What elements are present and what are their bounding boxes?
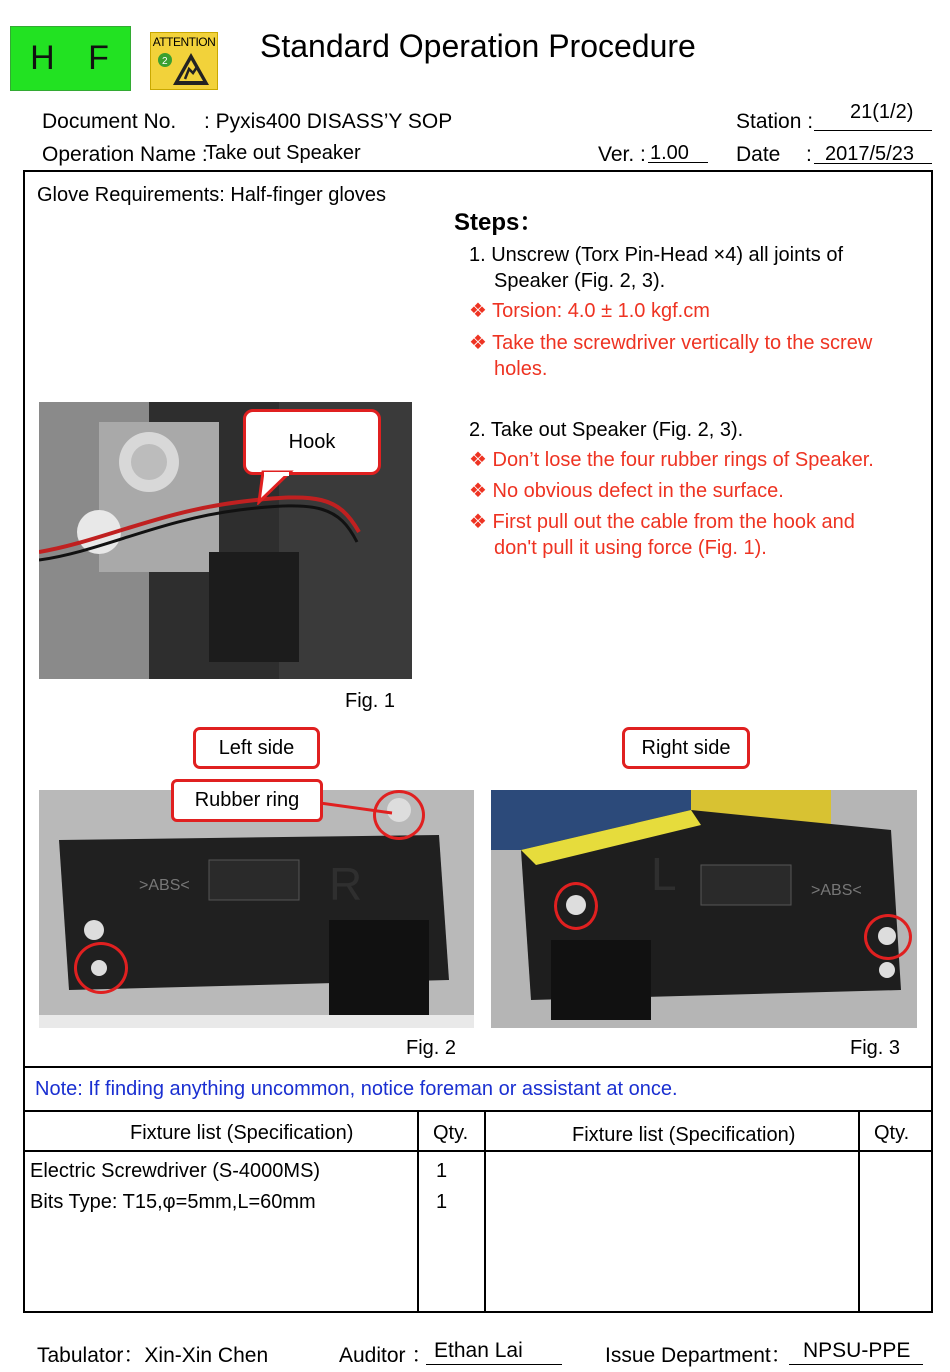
screw-circle-fig3-right bbox=[864, 914, 912, 960]
attention-label: ATTENTION bbox=[152, 35, 216, 49]
fixture-row-2-qty: 1 bbox=[436, 1191, 448, 1213]
station-label: Station : bbox=[736, 110, 814, 133]
fixture-col-divider-3 bbox=[858, 1110, 860, 1313]
fixture-row-1-spec: Electric Screwdriver (S-4000MS) bbox=[30, 1160, 321, 1182]
screw-circle-fig2-bottom bbox=[74, 942, 128, 994]
step-2-note-1: ❖ Don’t lose the four rubber rings of Speaker. bbox=[469, 449, 874, 471]
fig2-caption: Fig. 2 bbox=[406, 1037, 457, 1059]
date-sep: : bbox=[806, 143, 812, 166]
step-1-line2: Speaker (Fig. 2, 3). bbox=[494, 270, 666, 292]
steps-title: Steps： bbox=[454, 209, 544, 236]
issue-department-underline bbox=[789, 1364, 923, 1365]
ver-value: 1.00 bbox=[650, 142, 689, 164]
issue-department-value: NPSU-PPE bbox=[803, 1339, 911, 1362]
fixture-col3-header: Fixture list (Specification) bbox=[572, 1124, 796, 1146]
screw-circle-fig3-left bbox=[554, 882, 598, 930]
svg-text:>ABS<: >ABS< bbox=[139, 877, 190, 894]
fixture-col2-header: Qty. bbox=[433, 1122, 469, 1144]
step-2-note-3: ❖ First pull out the cable from the hook and bbox=[469, 511, 855, 533]
note-text: Note: If finding anything uncommon, notice foreman or assistant at once. bbox=[35, 1078, 678, 1100]
svg-text:R: R bbox=[329, 858, 363, 910]
fixture-col1-header: Fixture list (Specification) bbox=[130, 1122, 354, 1144]
fixture-header-divider bbox=[23, 1150, 933, 1152]
glove-requirements: Glove Requirements: Half-finger gloves bbox=[37, 184, 387, 206]
left-side-label: Left side bbox=[193, 727, 320, 769]
fig3-caption: Fig. 3 bbox=[850, 1037, 901, 1059]
operation-name-label: Operation Name : bbox=[42, 143, 208, 166]
auditor-underline bbox=[426, 1364, 562, 1365]
right-side-label: Right side bbox=[622, 727, 750, 769]
operation-name-value: Take out Speaker bbox=[205, 142, 361, 164]
fixture-col-divider-2 bbox=[484, 1110, 486, 1313]
tabulator: Tabulator：Xin-Xin Chen bbox=[37, 1344, 269, 1367]
hf-badge: H F bbox=[10, 26, 131, 91]
fixture-col-divider-1 bbox=[417, 1110, 419, 1313]
step-1 bbox=[469, 242, 919, 382]
auditor-value: Ethan Lai bbox=[434, 1339, 523, 1362]
screw-circle-fig2-top bbox=[373, 790, 425, 840]
svg-text:L: L bbox=[651, 848, 677, 900]
hook-callout-pointer bbox=[255, 470, 305, 505]
fixture-col4-header: Qty. bbox=[874, 1122, 910, 1144]
step-1-note-2b: holes. bbox=[494, 358, 548, 380]
fixture-row-2-spec: Bits Type: T15,φ=5mm,L=60mm bbox=[30, 1191, 316, 1213]
step-2-note-2: ❖ No obvious defect in the surface. bbox=[469, 480, 784, 502]
ver-label: Ver. : bbox=[598, 143, 646, 166]
step-2-note-3b: don't pull it using force (Fig. 1). bbox=[494, 537, 767, 559]
issue-department-label: Issue Department： bbox=[605, 1344, 792, 1367]
step-1-line1: 1. Unscrew (Torx Pin-Head ×4) all joints of bbox=[469, 244, 844, 266]
esd-attention-icon bbox=[150, 32, 218, 90]
step-2-line1: 2. Take out Speaker (Fig. 2, 3). bbox=[469, 419, 744, 441]
esd-hand-icon bbox=[151, 33, 219, 91]
page-title: Standard Operation Procedure bbox=[260, 28, 696, 64]
document-no-label: Document No. bbox=[42, 110, 177, 133]
auditor-label: Auditor ： bbox=[339, 1344, 433, 1367]
svg-text:>ABS<: >ABS< bbox=[811, 882, 862, 899]
rubber-ring-callout: Rubber ring bbox=[171, 779, 323, 822]
hook-callout: Hook bbox=[243, 409, 381, 475]
fixture-row-1-qty: 1 bbox=[436, 1160, 448, 1182]
step-1-note-1: ❖ Torsion: 4.0 ± 1.0 kgf.cm bbox=[469, 300, 710, 322]
svg-text:2: 2 bbox=[162, 56, 168, 67]
date-value: 2017/5/23 bbox=[825, 143, 914, 165]
document-no-value: : Pyxis400 DISASS’Y SOP bbox=[204, 110, 453, 133]
station-underline bbox=[814, 130, 932, 131]
date-label: Date bbox=[736, 143, 781, 166]
divider-note-top bbox=[23, 1066, 933, 1068]
step-1-note-2: ❖ Take the screwdriver vertically to the screw bbox=[469, 332, 873, 354]
station-value: 21(1/2) bbox=[850, 101, 914, 123]
step-2 bbox=[469, 417, 919, 561]
fig1-caption: Fig. 1 bbox=[345, 690, 396, 712]
divider-note-bottom bbox=[23, 1110, 933, 1112]
